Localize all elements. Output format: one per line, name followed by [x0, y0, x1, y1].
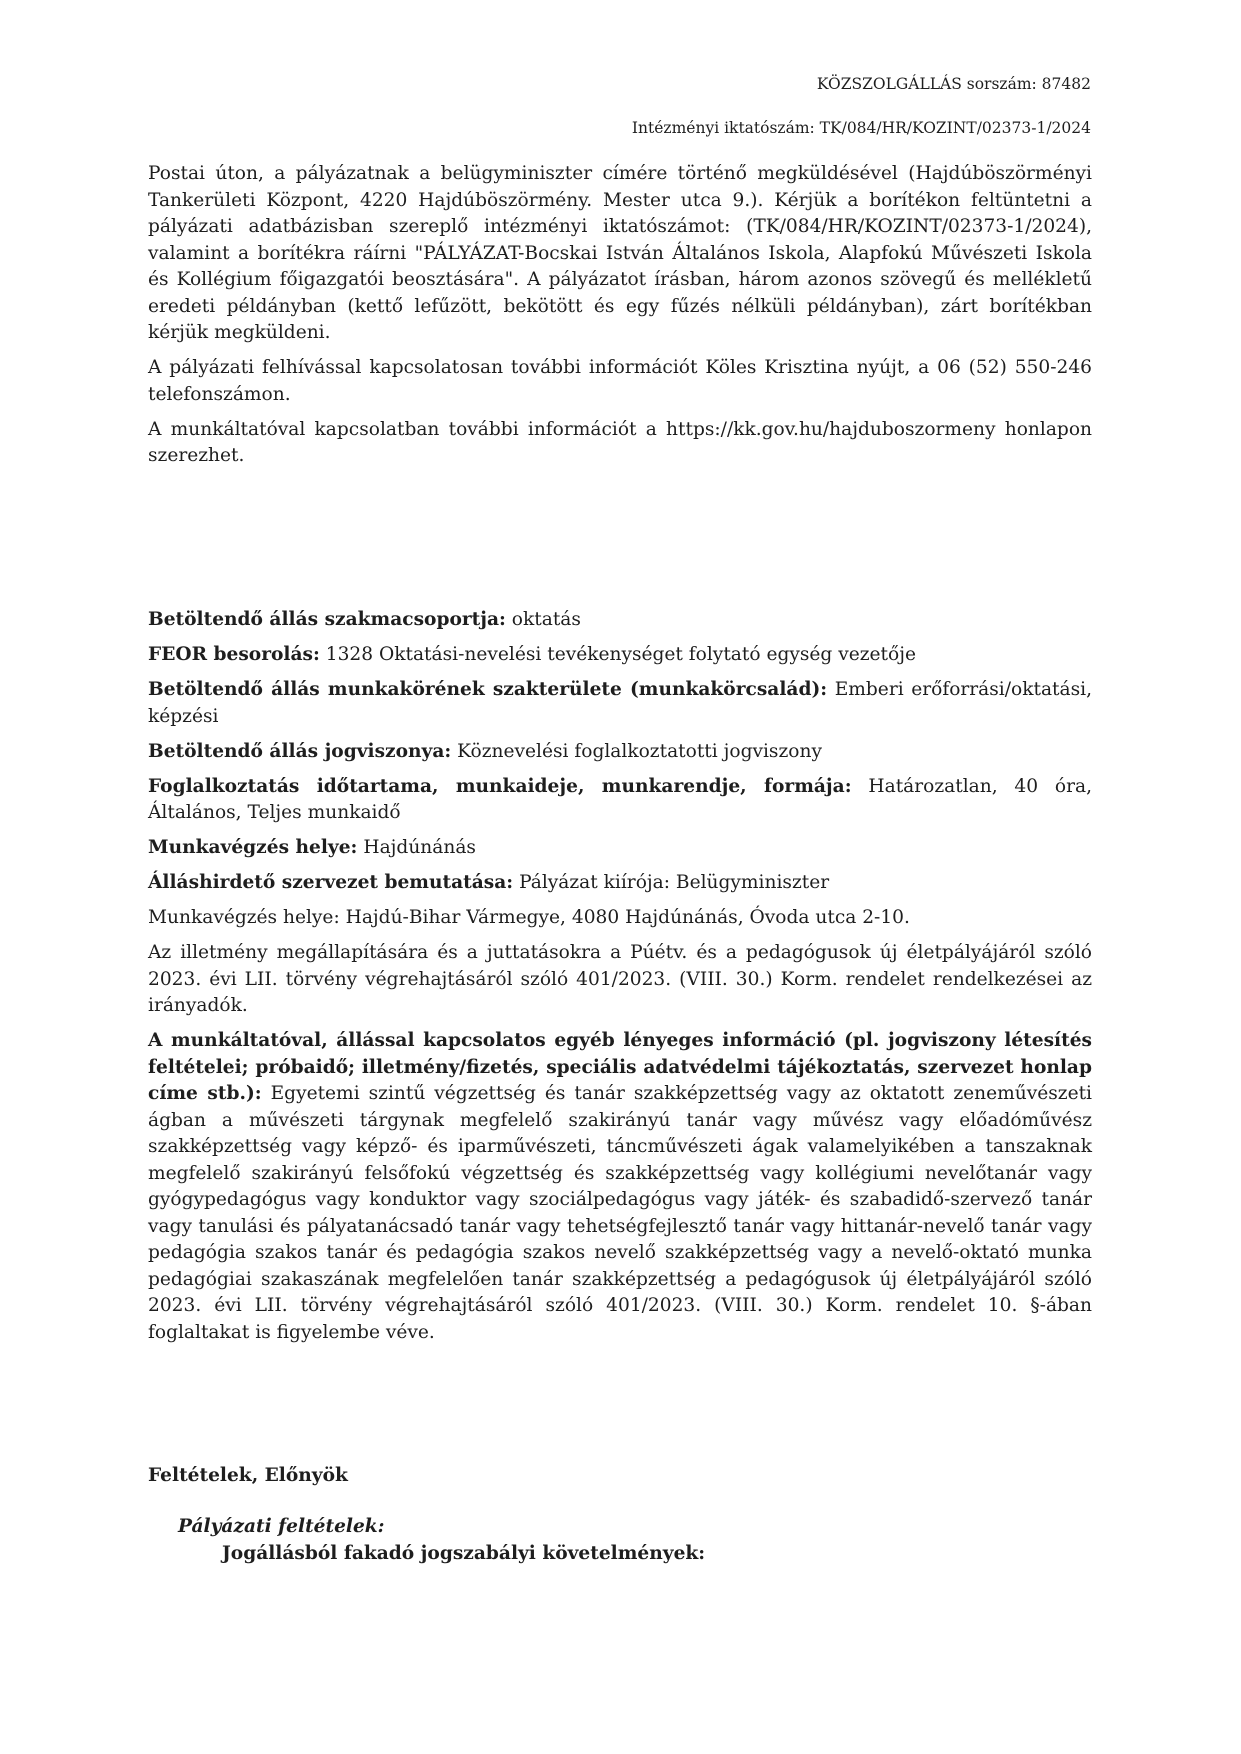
job-area-line: [148, 677, 1092, 730]
position-details-section: [148, 607, 1092, 1355]
legal-relationship-line: [148, 739, 1092, 766]
salary-paragraph: Az illetmény megállapítására és a juttatásokra a Púétv. és a pedagógusok új életpályájáról szóló 2023. évi LII. törvény végrehajtásáról szóló 401/2023. (VIII. 30.) Korm. rendelet rendelkezései az irányadók.: [148, 942, 1092, 1016]
workplace-label: Munkavégzés helye:: [148, 837, 358, 858]
job-area-value: Emberi erőforrási/oktatási, képzési: [148, 679, 1092, 727]
organization-line: [148, 870, 1092, 897]
other-info-label: A munkáltatóval, állással kapcsolatos egyéb lényeges információ (pl. jogviszony létesítés feltételei; próbaidő; illetmény/fizetés, speciális adatvédelmi tájékoztatás, szervezet honlap címe stb.):: [148, 1030, 1092, 1104]
job-area-label: Betöltendő állás munkakörének szakterülete (munkakörcsalád):: [148, 679, 828, 700]
field-group-line: [148, 607, 1092, 634]
organization-label: Álláshirdető szervezet bemutatása:: [148, 872, 514, 893]
workplace-line: [148, 835, 1092, 862]
conditions-heading: Feltételek, Előnyök: [148, 1465, 348, 1486]
postal-submission-paragraph: Postai úton, a pályázatnak a belügyminiszter címére történő megküldésével (Hajdúböszörményi Tankerületi Központ, 4220 Hajdúböszörmény. Mester utca 9.). Kérjük a borítékon feltüntetni a pályázati adatbázisban szereplő intézményi iktatószámot: (TK/084/HR/KOZINT/02373-1/2024), valamint a borítékra ráírni "PÁLYÁZAT-Bocskai István Általános Iskola, Alapfokú Művészeti Iskola és Kollégium főigazgatói beosztására". A pályázatot írásban, három azonos szövegű és mellékletű eredeti példányban (kettő lefűzött, bekötött és egy fűzés nélküli példányban), zárt borítékban kérjük megküldeni.: [148, 163, 1092, 343]
feor-line: [148, 642, 1092, 669]
submission-info-section: [148, 161, 1092, 478]
legal-relationship-label: Betöltendő állás jogviszonya:: [148, 740, 452, 762]
other-info-value: Egyetemi szintű végzettség és tanár szakképzettség vagy az oktatott zeneművészeti ágban a művészeti tárgynak megfelelő szakirányú tanár vagy művész vagy előadóművész szakképzettség vagy képző- és iparművészeti, táncművészeti ágak valamelyikében a tanszaknak megfelelő szakirányú felsőfokú végzettség és szakképzettség vagy kollégiumi nevelőtanár vagy gyógypedagógus vagy konduktor vagy szociálpedagógus vagy játék- és szabadidő-szervező tanár vagy tanulási és pályatanácsadó tanár vagy tehetségfejlesztő tanár vagy hittanár-nevelő tanár vagy pedagógia szakos tanár és pedagógia szakos nevelő szakképzettség vagy a nevelő-oktató munka pedagógiai szakaszának megfelelően tanár szakképzettség a pedagógusok új életpályájáról szóló 2023. évi LII. törvény végrehajtásáról szóló 401/2023. (VIII. 30.) Korm. rendelet 10. §-ában foglaltakat is figyelembe véve.: [148, 1083, 1092, 1343]
feor-value: 1328 Oktatási-nevelési tevékenységet folytató egység vezetője: [319, 644, 916, 665]
legal-relationship-value: Köznevelési foglalkoztatotti jogviszony: [451, 740, 822, 762]
workplace-address-line: Munkavégzés helye: Hajdú-Bihar Vármegye, 4080 Hajdúnánás, Óvoda utca 2-10.: [148, 907, 910, 928]
institution-reference-number: Intézményi iktatószám: TK/084/HR/KOZINT/02373-1/2024: [631, 119, 1091, 137]
contact-info-paragraph: A pályázati felhívással kapcsolatosan további információt Köles Krisztina nyújt, a 06 (52) 550-246 telefonszámon.: [148, 357, 1092, 405]
employer-info-paragraph: A munkáltatóval kapcsolatban további információt a https://kk.gov.hu/hajduboszormeny honlapon szerezhet.: [148, 418, 1092, 466]
employment-terms-value: Határozatlan, 40 óra, Általános, Teljes munkaidő: [148, 775, 1092, 823]
field-group-label: Betöltendő állás szakmacsoportja:: [148, 609, 506, 630]
public-service-number: KÖZSZOLGÁLLÁS sorszám: 87482: [816, 75, 1091, 93]
legal-requirements-heading: Jogállásból fakadó jogszabályi követelmények:: [222, 1543, 706, 1564]
feor-label: FEOR besorolás:: [148, 644, 320, 665]
employment-terms-line: [148, 774, 1092, 827]
organization-value: Pályázat kiírója: Belügyminiszter: [513, 872, 830, 893]
application-conditions-heading: Pályázati feltételek:: [178, 1516, 385, 1537]
workplace-value: Hajdúnánás: [357, 837, 476, 858]
field-group-value: oktatás: [505, 609, 581, 630]
employment-terms-label: Foglalkoztatás időtartama, munkaideje, munkarendje, formája:: [148, 775, 852, 797]
other-info-paragraph: [148, 1028, 1092, 1346]
